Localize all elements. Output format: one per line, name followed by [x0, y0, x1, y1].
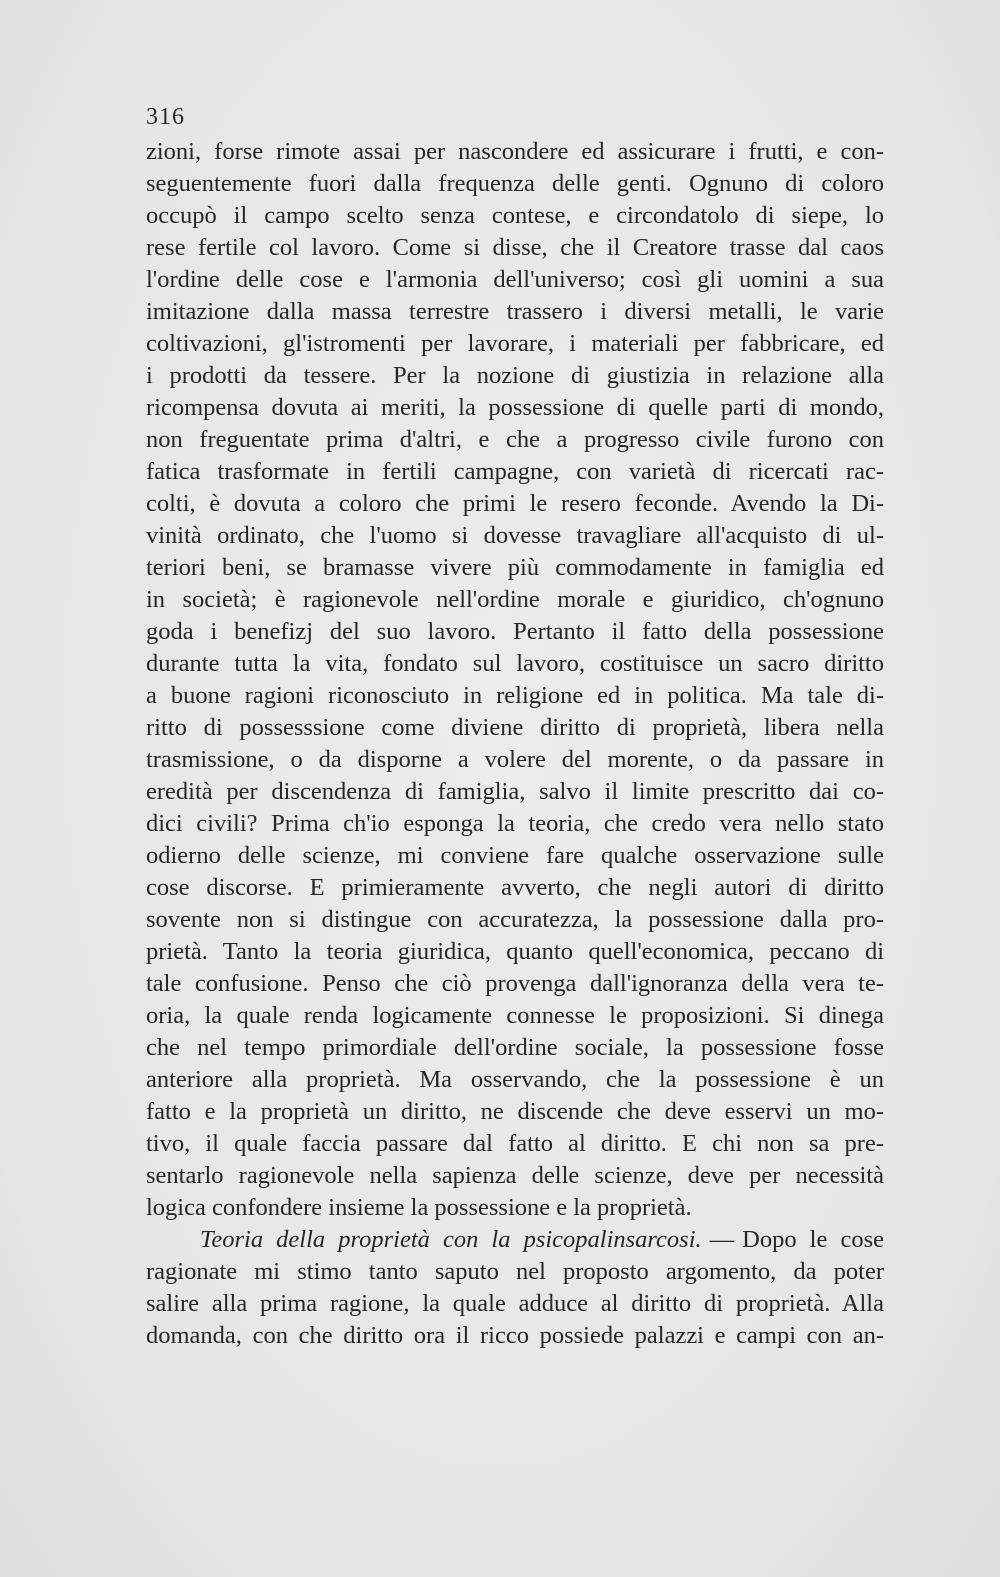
- section-title: Teoria della proprietà con la psicopalinsarcosi.: [200, 1226, 702, 1253]
- text-line: che nel tempo primordiale dell'ordine sociale, la possessione fosse: [146, 1034, 884, 1061]
- text-line: logica confondere insieme la possessione e la proprietà.: [146, 1194, 692, 1221]
- text-line: occupò il campo scelto senza contese, e circondatolo di siepe, lo: [146, 202, 884, 229]
- text-line: eredità per discendenza di famiglia, salvo il limite prescritto dai co-: [146, 778, 884, 805]
- text-line: tale confusione. Penso che ciò provenga dall'ignoranza della vera te-: [146, 970, 884, 997]
- text-line: ritto di possesssione come diviene diritto di proprietà, libera nella: [146, 714, 884, 741]
- text-line: oria, la quale renda logicamente connesse le proposizioni. Si dinega: [146, 1002, 884, 1029]
- text-line: coltivazioni, gl'istromenti per lavorare, i materiali per fabbricare, ed: [146, 330, 884, 357]
- text-line: fatto e la proprietà un diritto, ne discende che deve esservi un mo-: [146, 1098, 884, 1125]
- text-line-rest: Dopo le cose: [742, 1226, 884, 1253]
- text-line: zioni, forse rimote assai per nascondere ed assicurare i frutti, e con-: [146, 138, 884, 165]
- text-line: dici civili? Prima ch'io esponga la teoria, che credo vera nello stato: [146, 810, 884, 837]
- text-line: l'ordine delle cose e l'armonia dell'universo; così gli uomini a sua: [146, 266, 884, 293]
- text-line: i prodotti da tessere. Per la nozione di giustizia in relazione alla: [146, 362, 884, 389]
- text-line: anteriore alla proprietà. Ma osservando, che la possessione è un: [146, 1066, 884, 1093]
- text-line: tivo, il quale faccia passare dal fatto al diritto. E chi non sa pre-: [146, 1130, 884, 1157]
- text-line: durante tutta la vita, fondato sul lavoro, costituisce un sacro diritto: [146, 650, 884, 677]
- section-heading-line: [146, 1224, 884, 1256]
- paragraph-2: [146, 1224, 884, 1352]
- text-line: rese fertile col lavoro. Come si disse, che il Creatore trasse dal caos: [146, 234, 884, 261]
- text-line: salire alla prima ragione, la quale adduce al diritto di proprietà. Alla: [146, 1290, 884, 1317]
- text-line: vinità ordinato, che l'uomo si dovesse travagliare all'acquisto di ul-: [146, 522, 884, 549]
- text-line: goda i benefizj del suo lavoro. Pertanto il fatto della possessione: [146, 618, 884, 645]
- text-line: in società; è ragionevole nell'ordine morale e giuridico, ch'ognuno: [146, 586, 884, 613]
- text-line: a buone ragioni riconosciuto in religione ed in politica. Ma tale di-: [146, 682, 884, 709]
- em-dash: —: [709, 1226, 735, 1253]
- text-line: trasmissione, o da disporne a volere del morente, o da passare in: [146, 746, 884, 773]
- text-line: teriori beni, se bramasse vivere più commodamente in famiglia ed: [146, 554, 884, 581]
- text-line: imitazione dalla massa terrestre trassero i diversi metalli, le varie: [146, 298, 884, 325]
- text-line: seguentemente fuori dalla frequenza delle genti. Ognuno di coloro: [146, 170, 884, 197]
- text-line: domanda, con che diritto ora il ricco possiede palazzi e campi con an-: [146, 1322, 884, 1349]
- text-line: sovente non si distingue con accuratezza, la possessione dalla pro-: [146, 906, 884, 933]
- paragraph-1: [146, 136, 884, 1224]
- text-line: odierno delle scienze, mi conviene fare qualche osservazione sulle: [146, 842, 884, 869]
- text-line: colti, è dovuta a coloro che primi le resero feconde. Avendo la Di-: [146, 490, 884, 517]
- text-line: sentarlo ragionevole nella sapienza delle scienze, deve per necessità: [146, 1162, 884, 1189]
- text-line: cose discorse. E primieramente avverto, che negli autori di diritto: [146, 874, 884, 901]
- text-line: fatica trasformate in fertili campagne, con varietà di ricercati rac-: [146, 458, 884, 485]
- text-line: non freguentate prima d'altri, e che a progresso civile furono con: [146, 426, 884, 453]
- body-text: [146, 136, 884, 1352]
- page-number: 316: [146, 104, 185, 130]
- text-line: prietà. Tanto la teoria giuridica, quanto quell'economica, peccano di: [146, 938, 884, 965]
- text-line: ricompensa dovuta ai meriti, la possessione di quelle parti di mondo,: [146, 394, 884, 421]
- text-line: ragionate mi stimo tanto saputo nel proposto argomento, da poter: [146, 1258, 884, 1285]
